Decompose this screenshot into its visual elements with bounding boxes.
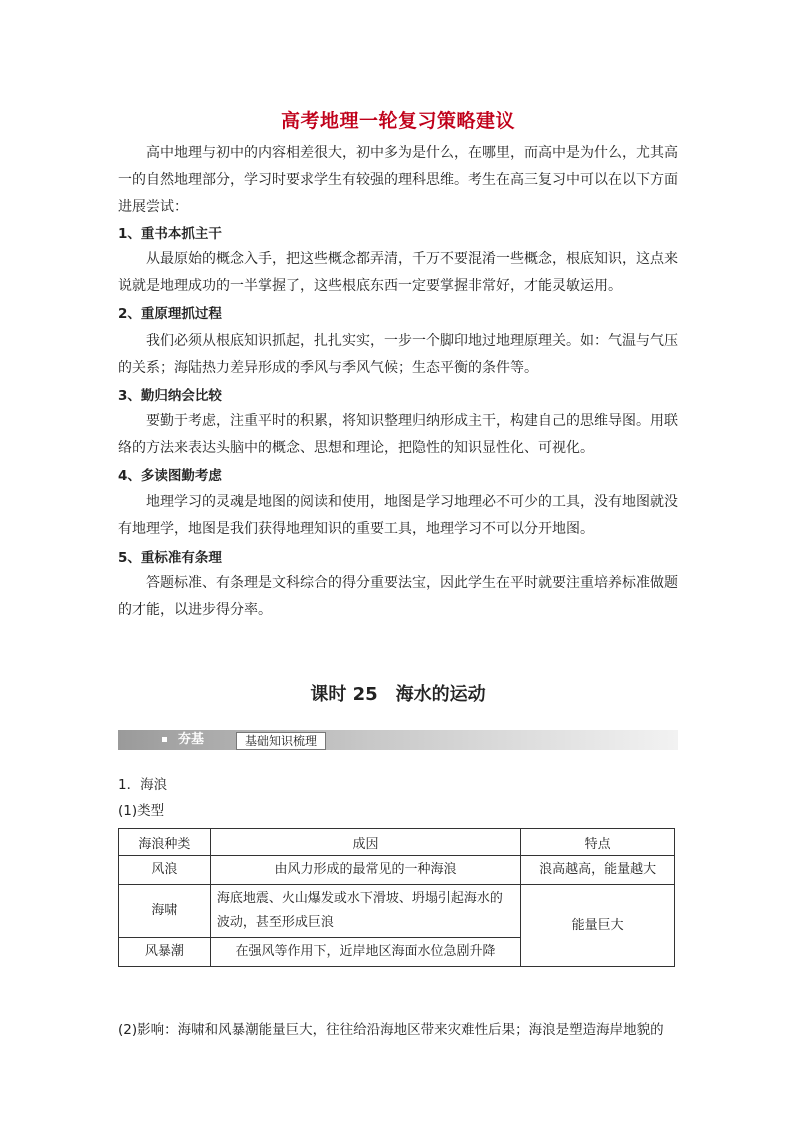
section-body-4: 地理学习的灵魂是地图的阅读和使用，地图是学习地理必不可少的工具，没有地图就没有地理学，地图是我们获得地理知识的重要工具，地理学习不可以分开地图。 bbox=[118, 494, 678, 537]
section-body-3: 要勤于考虑，注重平时的积累，将知识整理归纳形成主干，构建自己的思维导图。用联络的方法来表达头脑中的概念、思想和理论，把隐性的知识显性化、可视化。 bbox=[118, 413, 678, 456]
section-heading-1: 1、重书本抓主干 bbox=[118, 226, 222, 242]
section-heading-5: 5、重标准有条理 bbox=[118, 550, 222, 566]
section-heading-3: 3、勤归纳会比较 bbox=[118, 388, 222, 404]
section-body-5: 答题标准、有条理是文科综合的得分重要法宝，因此学生在平时就要注重培养标准做题的才能，以进步得分率。 bbox=[118, 575, 678, 618]
table-row bbox=[119, 856, 675, 885]
table-header-cell: 海浪种类 bbox=[119, 829, 211, 856]
table-cell: 由风力形成的最常见的一种海浪 bbox=[210, 856, 520, 885]
banner-main-label: 夯基 bbox=[178, 732, 205, 747]
table-row bbox=[119, 885, 675, 938]
table-cell: 海底地震、火山爆发或水下滑坡、坍塌引起海水的波动，甚至形成巨浪 bbox=[210, 885, 520, 938]
section-heading-2: 2、重原理抓过程 bbox=[118, 306, 222, 322]
table-cell: 浪高越高，能量越大 bbox=[521, 856, 675, 885]
section-body-1: 从最原始的概念入手，把这些概念都弄清，千万不要混淆一些概念，根底知识，这点来说就是地理成功的一半掌握了，这些根底东西一定要掌握非常好，才能灵敏运用。 bbox=[118, 251, 678, 294]
table-header-row bbox=[119, 829, 675, 856]
table-cell: 在强风等作用下，近岸地区海面水位急剧升降 bbox=[210, 938, 520, 967]
banner-sub-label: 基础知识梳理 bbox=[236, 732, 326, 750]
wave-types-table bbox=[118, 828, 675, 967]
banner-bullet-icon bbox=[162, 737, 167, 742]
table-cell: 风暴潮 bbox=[119, 938, 211, 967]
table-cell: 海啸 bbox=[119, 885, 211, 938]
table-cell: 能量巨大 bbox=[521, 885, 675, 967]
lesson-title: 课时 25 海水的运动 bbox=[310, 684, 486, 705]
table-header-cell: 特点 bbox=[521, 829, 675, 856]
item-subheading: (1)类型 bbox=[118, 803, 165, 819]
item-heading: 1．海浪 bbox=[118, 777, 168, 793]
impact-line: (2)影响：海啸和风暴潮能量巨大，往往给沿海地区带来灾难性后果；海浪是塑造海岸地貌的 bbox=[118, 1022, 664, 1038]
section-banner bbox=[118, 730, 678, 750]
table-cell: 风浪 bbox=[119, 856, 211, 885]
intro-paragraph: 高中地理与初中的内容相差很大，初中多为是什么，在哪里，而高中是为什么，尤其高一的自然地理部分，学习时要求学生有较强的理科思维。考生在高三复习中可以在以下方面进展尝试： bbox=[118, 145, 678, 215]
section-heading-4: 4、多读图勤考虑 bbox=[118, 468, 222, 484]
page-title: 高考地理一轮复习策略建议 bbox=[280, 110, 515, 132]
section-body-2: 我们必须从根底知识抓起，扎扎实实，一步一个脚印地过地理原理关。如：气温与气压的关系；海陆热力差异形成的季风与季风气候；生态平衡的条件等。 bbox=[118, 333, 678, 376]
table-header-cell: 成因 bbox=[210, 829, 520, 856]
